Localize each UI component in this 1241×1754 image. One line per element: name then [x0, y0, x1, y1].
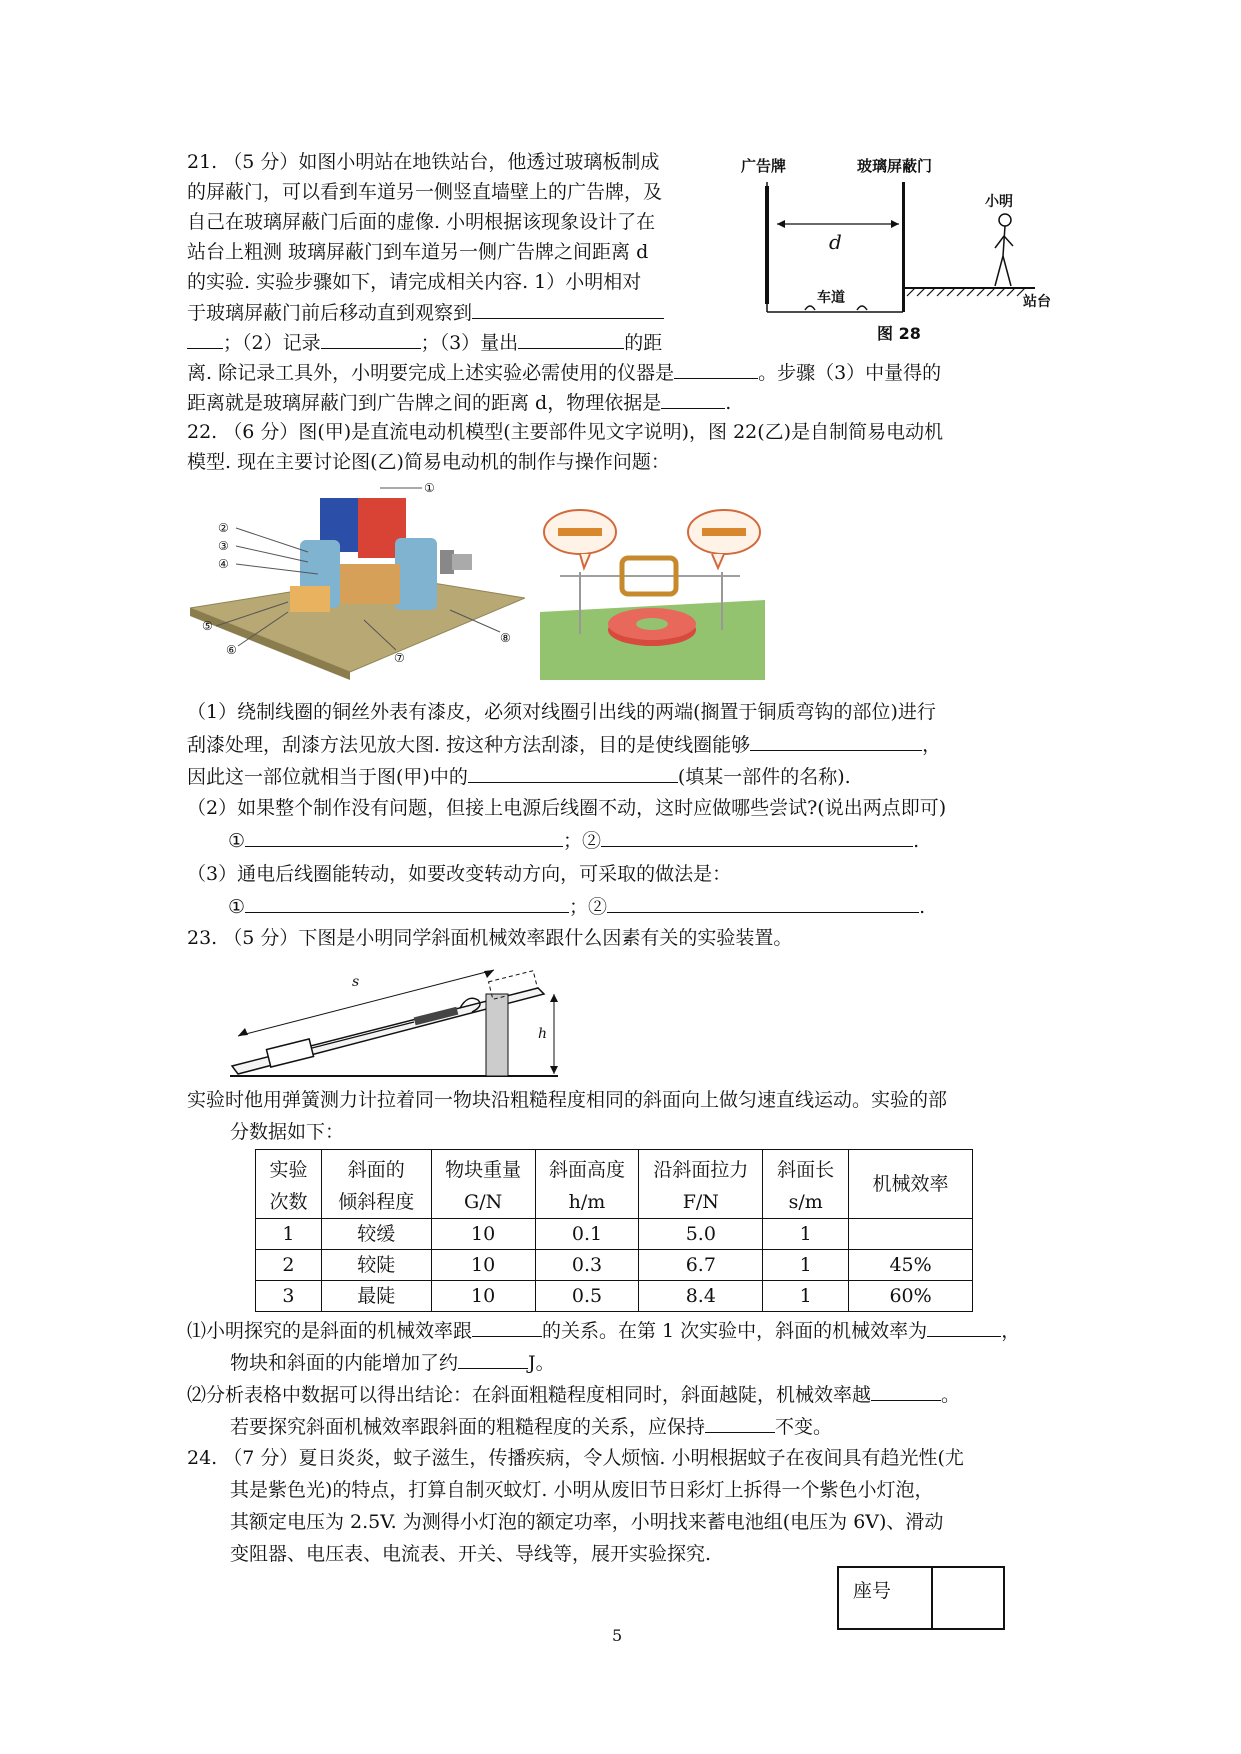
answer-blank[interactable] — [871, 1382, 941, 1401]
header-trial: 实验 次数 — [256, 1150, 322, 1219]
q21-line-9 — [187, 390, 731, 415]
q22-part1-comma: ， — [922, 734, 942, 756]
q21-instrument-text: 离. 除记录工具外，小明要完成上述实验必需使用的仪器是 — [187, 362, 675, 384]
answer-blank[interactable] — [674, 360, 758, 379]
answer-blank[interactable] — [472, 300, 664, 319]
table-cell: 1 — [763, 1250, 849, 1281]
q21-line-8 — [187, 360, 941, 385]
answer-blank[interactable] — [458, 1350, 528, 1369]
q21-line-1: 21. （5 分）如图小明站在地铁站台，他透过玻璃板制成 — [187, 151, 660, 173]
answer-blank[interactable] — [245, 894, 569, 913]
q22-part3-line-1: （3）通电后线圈能转动，如要改变转动方向，可采取的做法是： — [187, 863, 732, 885]
q24-line-4: 变阻器、电压表、电流表、开关、导线等，展开实验探究. — [230, 1543, 712, 1565]
header-weight: 物块重量 G/N — [431, 1150, 535, 1219]
motor-part-6: ⑥ — [226, 643, 237, 657]
table-cell: 6.7 — [639, 1250, 763, 1281]
q22-part1-line-3 — [187, 764, 851, 789]
answer-blank[interactable] — [661, 390, 725, 409]
q23-sub1-line-1 — [187, 1318, 1020, 1343]
header-efficiency: 机械效率 — [849, 1150, 973, 1219]
answer-blank[interactable] — [705, 1414, 775, 1433]
q22-part1-component-text: 因此这一部位就相当于图(甲)中的 — [187, 766, 468, 788]
q23-sub1-line-2 — [230, 1350, 555, 1375]
q23-sub1-energy-text: 物块和斜面的内能增加了约 — [230, 1352, 459, 1374]
figure-incline-apparatus — [228, 958, 568, 1080]
table-cell: 10 — [431, 1250, 535, 1281]
q22-part2-line-2 — [228, 828, 919, 853]
incline-data-table — [255, 1149, 973, 1312]
q21-distance-label: 的距 — [624, 332, 663, 354]
q21-line-6-text: 于玻璃屏蔽门前后移动直到观察到 — [187, 302, 473, 324]
table-cell: 60% — [849, 1281, 973, 1312]
q23-line-1: 23. （5 分）下图是小明同学斜面机械效率跟什么因素有关的实验装置。 — [187, 927, 793, 949]
q21-line-3: 自己在玻璃屏蔽门后面的虚像. 小明根据该现象设计了在 — [187, 211, 656, 233]
q21-basis-text: 距离就是玻璃屏蔽门到广告牌之间的距离 d，物理依据是 — [187, 392, 662, 414]
answer-blank[interactable] — [245, 828, 563, 847]
q21-line-7 — [187, 330, 662, 355]
figure-label-glass-door: 玻璃屏蔽门 — [857, 157, 933, 175]
q21-line-6 — [187, 300, 664, 325]
motor-part-5: ⑤ — [202, 619, 213, 633]
incline-height-label: h — [538, 1026, 548, 1042]
motor-part-7: ⑦ — [394, 651, 405, 665]
q23-sub1-factor-text: ⑴小明探究的是斜面的机械效率跟 — [187, 1320, 473, 1342]
q21-record-label: ；（2）记录 — [223, 332, 321, 354]
q22-part2-line-1: （2）如果整个制作没有问题，但接上电源后线圈不动，这时应做哪些尝试?(说出两点即可) — [187, 797, 947, 819]
figure-label-billboard: 广告牌 — [741, 157, 787, 175]
circled-1: ① — [228, 830, 246, 852]
q23-sub1-efficiency-text: 的关系。在第 1 次实验中，斜面的机械效率为 — [542, 1320, 928, 1342]
table-cell: 1 — [763, 1219, 849, 1250]
q21-measure-label: ；（3）量出 — [420, 332, 519, 354]
answer-blank[interactable] — [750, 732, 922, 751]
answer-blank[interactable] — [518, 330, 624, 349]
answer-blank[interactable] — [607, 894, 919, 913]
table-row — [256, 1250, 973, 1281]
table-cell: 0.5 — [535, 1281, 639, 1312]
incline-length-label: s — [352, 974, 360, 990]
q21-step3-text: 。步骤（3）中量得的 — [758, 362, 942, 384]
table-cell: 2 — [256, 1250, 322, 1281]
table-header-row — [256, 1150, 973, 1219]
motor-part-8: ⑧ — [500, 631, 511, 645]
q23-sub2-line-1 — [187, 1382, 960, 1407]
q24-line-3: 其额定电压为 2.5V. 为测得小灯泡的额定功率，小明找来蓄电池组(电压为 6V)、滑动 — [230, 1511, 944, 1533]
figure-label-platform: 站台 — [1023, 294, 1051, 310]
table-cell — [849, 1219, 973, 1250]
q23-sub2-conclusion-text: ⑵分析表格中数据可以得出结论：在斜面粗糙程度相同时，斜面越陡，机械效率越 — [187, 1384, 872, 1406]
table-cell: 1 — [256, 1219, 322, 1250]
figure-homemade-motor — [540, 502, 765, 680]
circled-1: ① — [228, 896, 246, 918]
table-cell: 10 — [431, 1281, 535, 1312]
q23-sub2-keep-text: 若要探究斜面机械效率跟斜面的粗糙程度的关系，应保持 — [230, 1416, 706, 1438]
answer-blank[interactable] — [321, 330, 421, 349]
q22-part2-period: . — [913, 830, 920, 852]
q22-line-1: 22. （6 分）图(甲)是直流电动机模型(主要部件见文字说明)，图 22(乙)是自制简易电动机 — [187, 421, 944, 443]
table-cell: 1 — [763, 1281, 849, 1312]
figure-label-person: 小明 — [985, 194, 1013, 210]
motor-part-2: ② — [218, 521, 229, 535]
header-pull-force: 沿斜面拉力 F/N — [639, 1150, 763, 1219]
table-cell: 0.1 — [535, 1219, 639, 1250]
q22-part1-purpose-text: 刮漆处理，刮漆方法见放大图. 按这种方法刮漆，目的是使线圈能够 — [187, 734, 751, 756]
table-cell: 较陡 — [321, 1250, 431, 1281]
figure-28 — [741, 148, 1065, 348]
circled-2: ；② — [563, 830, 602, 852]
q23-line-3: 分数据如下： — [230, 1121, 345, 1143]
q24-line-1: 24. （7 分）夏日炎炎，蚊子滋生，传播疾病，令人烦恼. 小明根据蚊子在夜间具有趋光性(尤 — [187, 1447, 964, 1469]
q22-part3-period: . — [919, 896, 926, 918]
q22-part1-line-1: （1）绕制线圈的铜丝外表有漆皮，必须对线圈引出线的两端(搁置于铜质弯钩的部位)进行 — [187, 701, 936, 723]
table-row — [256, 1219, 973, 1250]
incline-diagram — [228, 958, 568, 1080]
seat-number-box — [837, 1566, 1005, 1630]
q21-line-5: 的实验. 实验步骤如下，请完成相关内容. 1）小明相对 — [187, 271, 642, 293]
table-cell: 3 — [256, 1281, 322, 1312]
figure-dc-motor-model — [190, 480, 525, 680]
q22-part1-line-2 — [187, 732, 941, 757]
q23-line-2: 实验时他用弹簧测力计拉着同一物块沿粗糙程度相同的斜面向上做匀速直线运动。实验的部 — [187, 1089, 948, 1111]
q22-part3-line-2 — [228, 894, 925, 919]
figure-label-track: 车道 — [817, 290, 845, 306]
q23-sub2-line-2 — [230, 1414, 832, 1439]
table-cell: 5.0 — [639, 1219, 763, 1250]
answer-blank[interactable] — [468, 764, 678, 783]
circled-2: ；② — [569, 896, 608, 918]
answer-blank[interactable] — [927, 1318, 1001, 1337]
answer-blank[interactable] — [472, 1318, 542, 1337]
homemade-motor-illustration — [540, 502, 765, 680]
table-cell: 最陡 — [321, 1281, 431, 1312]
table-cell: 45% — [849, 1250, 973, 1281]
table-cell: 10 — [431, 1219, 535, 1250]
q21-period: . — [725, 392, 732, 414]
header-height: 斜面高度 h/m — [535, 1150, 639, 1219]
table-cell: 较缓 — [321, 1219, 431, 1250]
q21-line-2: 的屏蔽门，可以看到车道另一侧竖直墙壁上的广告牌，及 — [187, 181, 663, 203]
q23-sub1-comma: ， — [1001, 1320, 1021, 1342]
table-row — [256, 1281, 973, 1312]
figure-label-d: d — [829, 230, 842, 254]
dc-motor-illustration — [190, 480, 525, 680]
figure-28-diagram — [745, 148, 1065, 348]
glass-door — [902, 182, 905, 312]
q22-line-2: 模型. 现在主要讨论图(乙)简易电动机的制作与操作问题： — [187, 451, 670, 473]
q23-sub1-unit: J。 — [528, 1352, 555, 1374]
header-length: 斜面长 s/m — [763, 1150, 849, 1219]
q22-part1-fill-hint: (填某一部件的名称). — [677, 766, 851, 788]
seat-number-input[interactable] — [933, 1568, 1003, 1628]
table-cell: 8.4 — [639, 1281, 763, 1312]
answer-blank[interactable] — [187, 330, 223, 349]
motor-part-3: ③ — [218, 539, 229, 553]
figure-caption: 图 28 — [877, 324, 921, 343]
person-figure — [995, 214, 1013, 286]
page-number: 5 — [612, 1626, 623, 1645]
q21-line-4: 站台上粗测 玻璃屏蔽门到车道另一侧广告牌之间距离 d — [187, 241, 649, 263]
seat-number-label: 座号 — [853, 1580, 892, 1602]
header-slope: 斜面的 倾斜程度 — [321, 1150, 431, 1219]
q23-sub2-period: 。 — [941, 1384, 961, 1406]
q24-line-2: 其是紫色光)的特点，打算自制灭蚊灯. 小明从废旧节日彩灯上拆得一个紫色小灯泡， — [230, 1479, 934, 1501]
q23-sub2-unchanged-text: 不变。 — [775, 1416, 833, 1438]
answer-blank[interactable] — [601, 828, 913, 847]
motor-part-1: ① — [424, 481, 435, 495]
table-cell: 0.3 — [535, 1250, 639, 1281]
motor-part-4: ④ — [218, 557, 229, 571]
